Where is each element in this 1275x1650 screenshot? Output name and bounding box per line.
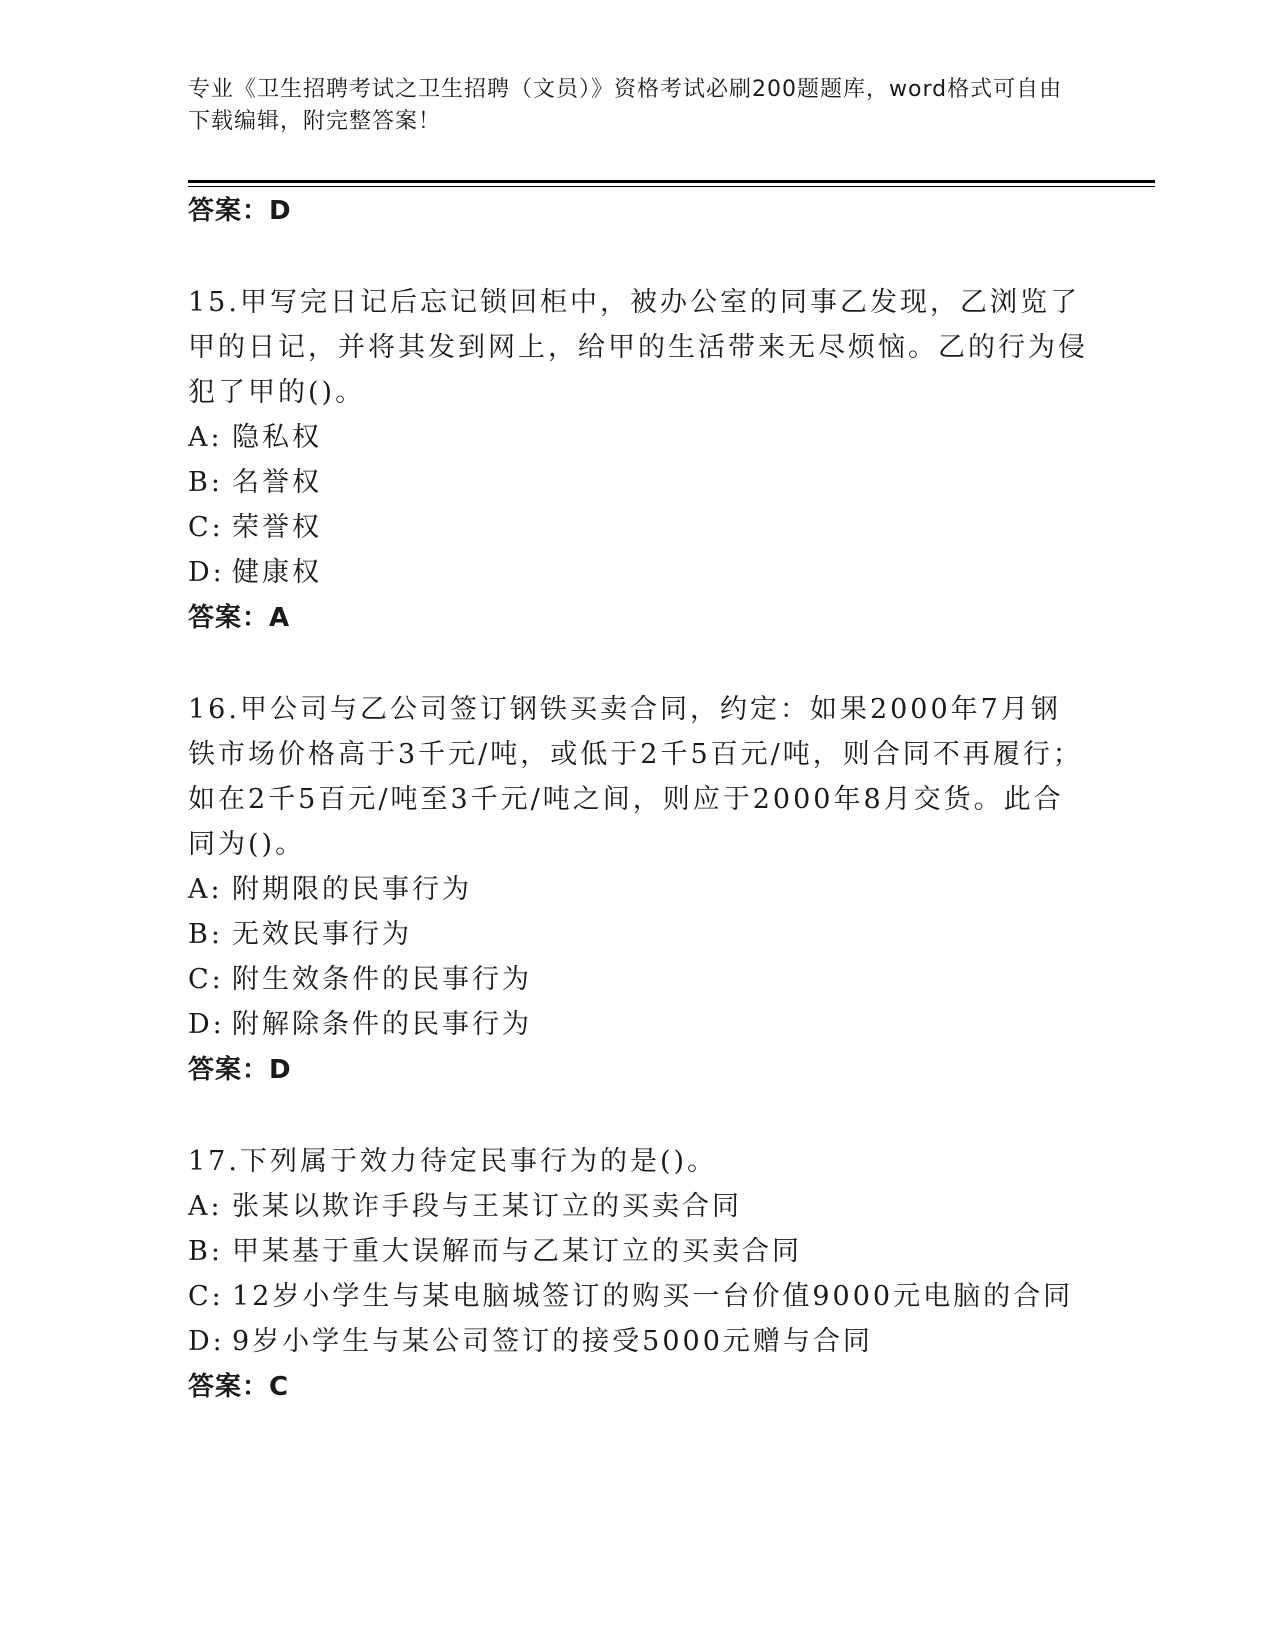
option-text: 附解除条件的民事行为: [232, 1009, 532, 1040]
option-text: 无效民事行为: [232, 919, 412, 950]
option-text: 12岁小学生与某电脑城签订的购买一台价值9000元电脑的合同: [232, 1281, 1074, 1312]
option-label: A:: [188, 874, 223, 905]
answer-line: 答案：C: [188, 1372, 290, 1402]
answer-line: 答案：D: [188, 196, 292, 226]
option-label: A:: [188, 422, 223, 453]
question-16: [188, 687, 1088, 1093]
question-stem: 16.甲公司与乙公司签订钢铁买卖合同，约定：如果2000年7月钢铁市场价格高于3千元/吨，或低于2千5百元/吨，则合同不再履行；如在2千5百元/吨至3千元/吨之间，则应于2000年8月交货。此合同为()。: [188, 694, 1083, 860]
answer-line: 答案：A: [188, 603, 291, 633]
option-text: 附生效条件的民事行为: [232, 964, 532, 995]
header-rule-thin: [188, 186, 1155, 187]
option-text: 张某以欺诈手段与王某订立的买卖合同: [232, 1191, 742, 1222]
option-label: C:: [188, 512, 224, 543]
option-text: 名誉权: [232, 467, 322, 498]
document-body: [188, 188, 1088, 1410]
option-b: [188, 1229, 1088, 1274]
option-label: B:: [188, 919, 223, 950]
option-text: 隐私权: [232, 422, 322, 453]
option-a: [188, 867, 1088, 912]
option-label: D:: [188, 1326, 225, 1357]
option-label: C:: [188, 964, 224, 995]
question-stem: 15.甲写完日记后忘记锁回柜中，被办公室的同事乙发现，乙浏览了甲的日记，并将其发到网上，给甲的生活带来无尽烦恼。乙的行为侵犯了甲的()。: [188, 287, 1088, 408]
option-label: B:: [188, 467, 223, 498]
option-c: [188, 1274, 1088, 1319]
header-text: 专业《卫生招聘考试之卫生招聘（文员）》资格考试必刷200题题库，word格式可自由下载编辑，附完整答案！: [188, 77, 1063, 134]
header-rule-thick: [188, 180, 1155, 183]
option-label: C:: [188, 1281, 224, 1312]
option-a: [188, 1184, 1088, 1229]
option-label: B:: [188, 1236, 223, 1267]
option-c: [188, 957, 1088, 1002]
option-text: 健康权: [232, 557, 322, 588]
option-text: 甲某基于重大误解而与乙某订立的买卖合同: [232, 1236, 802, 1267]
question-15: [188, 280, 1088, 641]
document-header: [188, 74, 1078, 138]
option-label: D:: [188, 557, 225, 588]
option-a: [188, 415, 1088, 460]
option-label: A:: [188, 1191, 223, 1222]
question-stem: 17.下列属于效力待定民事行为的是()。: [188, 1146, 718, 1177]
option-text: 附期限的民事行为: [232, 874, 472, 905]
answer-line: 答案：D: [188, 1055, 292, 1085]
option-c: [188, 505, 1088, 550]
option-b: [188, 460, 1088, 505]
option-d: [188, 1002, 1088, 1047]
option-label: D:: [188, 1009, 225, 1040]
question-17: [188, 1139, 1088, 1410]
option-d: [188, 1319, 1088, 1364]
option-b: [188, 912, 1088, 957]
option-d: [188, 550, 1088, 595]
option-text: 荣誉权: [232, 512, 322, 543]
option-text: 9岁小学生与某公司签订的接受5000元赠与合同: [232, 1326, 873, 1357]
